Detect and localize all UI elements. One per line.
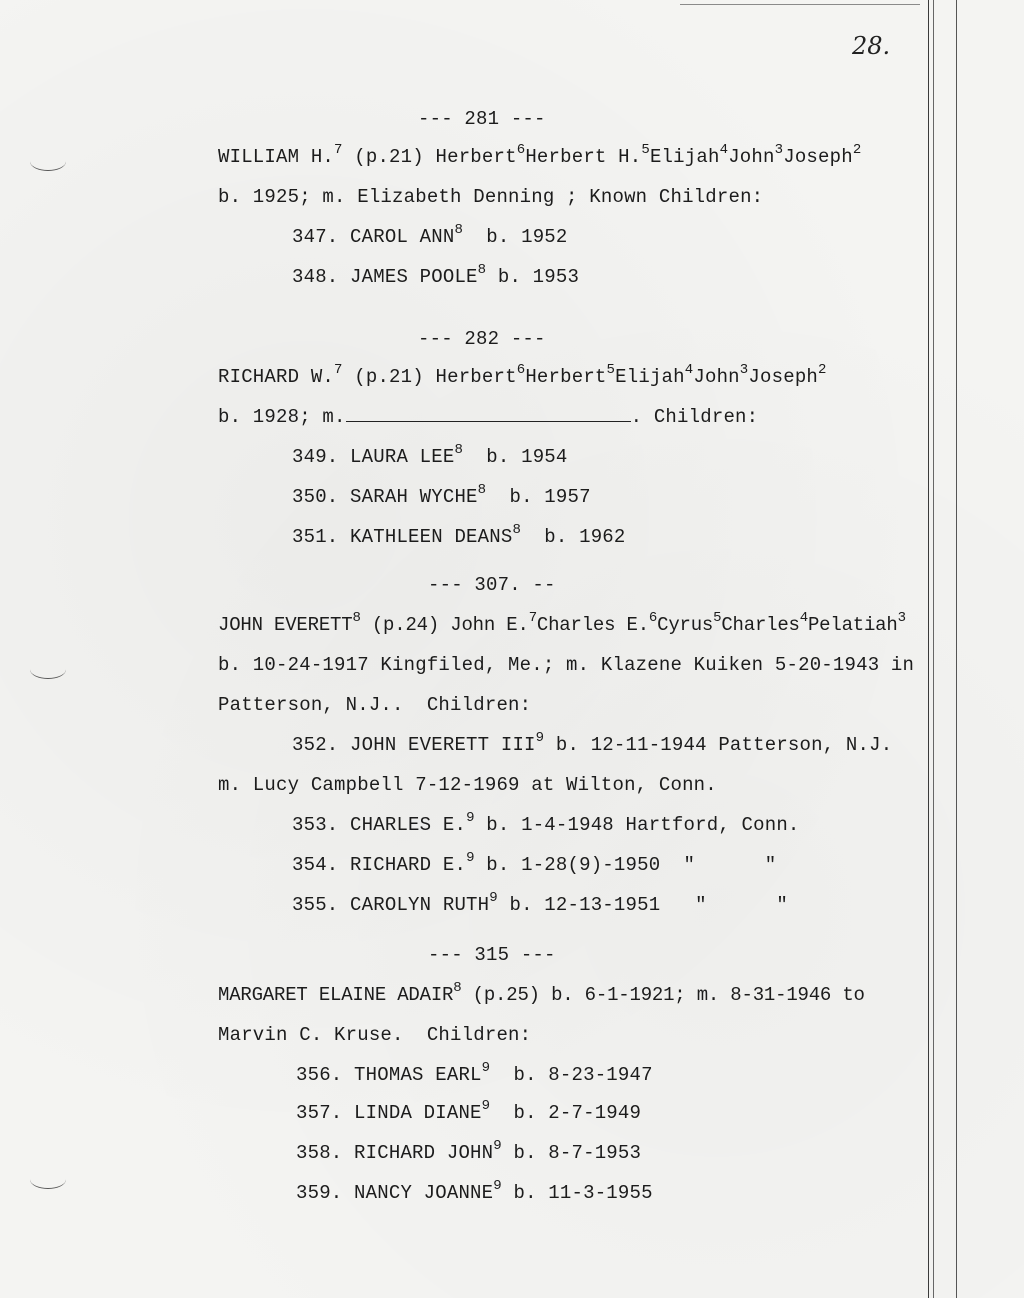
child-name: RICHARD JOHN bbox=[354, 1142, 494, 1164]
ancestor: Pelatiah bbox=[807, 614, 898, 636]
child-name: CAROL ANN bbox=[350, 226, 455, 248]
generation-number: 7 bbox=[334, 142, 343, 158]
section-heading: --- 315 --- bbox=[428, 944, 556, 966]
child-entry bbox=[292, 730, 893, 756]
child-number: 353. bbox=[292, 814, 339, 836]
child-entry bbox=[296, 1178, 653, 1204]
ancestor: Joseph bbox=[783, 146, 853, 168]
generation-number: 8 bbox=[477, 482, 487, 498]
child-entry bbox=[292, 522, 626, 548]
generation-number: 9 bbox=[466, 810, 475, 826]
child-birth: b. 12-11-1944 Patterson, N.J. bbox=[555, 734, 893, 756]
child-name: LAURA LEE bbox=[350, 446, 455, 468]
ancestor: Herbert bbox=[525, 366, 607, 388]
page-ref: (p.24) bbox=[371, 614, 440, 636]
generation-number: 6 bbox=[648, 610, 658, 626]
child-number: 351. bbox=[292, 526, 339, 548]
children-label: . Children: bbox=[630, 406, 759, 428]
birth-marriage-text: b. 1928; m. bbox=[218, 406, 346, 428]
binder-punch-mark bbox=[30, 152, 66, 171]
child-birth: b. 8-7-1953 bbox=[513, 1142, 642, 1164]
generation-number: 8 bbox=[454, 222, 464, 238]
child-entry bbox=[292, 262, 580, 288]
child-entry bbox=[296, 1138, 642, 1164]
child-birth: b. 12-13-1951 " " bbox=[509, 894, 788, 916]
child-entry bbox=[292, 482, 591, 508]
generation-number: 8 bbox=[454, 442, 464, 458]
spouse-line: Marvin C. Kruse. Children: bbox=[218, 1024, 532, 1046]
head-name: MARGARET ELAINE ADAIR bbox=[218, 984, 454, 1006]
generation-number: 2 bbox=[818, 362, 827, 378]
generation-number: 6 bbox=[516, 142, 526, 158]
section-heading: --- 281 --- bbox=[418, 108, 546, 130]
scan-margin-line bbox=[933, 0, 934, 1298]
child-birth: b. 1-4-1948 Hartford, Conn. bbox=[486, 814, 800, 836]
ancestor: Elijah bbox=[615, 366, 685, 388]
generation-number: 9 bbox=[466, 850, 475, 866]
birth-marriage-line bbox=[218, 406, 758, 428]
ancestor: Herbert bbox=[435, 146, 517, 168]
page-ref: (p.21) bbox=[354, 366, 424, 388]
child-number: 350. bbox=[292, 486, 339, 508]
ancestor: Herbert H. bbox=[525, 146, 642, 168]
ancestor: John E. bbox=[450, 614, 529, 636]
child-name: CHARLES E. bbox=[350, 814, 467, 836]
child-birth: b. 1954 bbox=[486, 446, 568, 468]
child-number: 355. bbox=[292, 894, 339, 916]
head-name: WILLIAM H. bbox=[218, 146, 335, 168]
generation-number: 6 bbox=[516, 362, 526, 378]
generation-number: 3 bbox=[774, 142, 784, 158]
child-number: 349. bbox=[292, 446, 339, 468]
child-entry bbox=[292, 850, 777, 876]
birth-marriage-line: b. 1925; m. Elizabeth Denning ; Known Children: bbox=[218, 186, 764, 208]
generation-number: 7 bbox=[334, 362, 343, 378]
generation-number: 5 bbox=[713, 610, 722, 626]
blank-spouse-line bbox=[346, 407, 631, 422]
child-name: SARAH WYCHE bbox=[350, 486, 478, 508]
generation-number: 3 bbox=[897, 610, 906, 626]
page-ref: (p.25) bbox=[472, 984, 540, 1006]
child-name: THOMAS EARL bbox=[354, 1064, 482, 1086]
generation-number: 3 bbox=[739, 362, 749, 378]
child-number: 356. bbox=[296, 1064, 343, 1086]
generation-number: 4 bbox=[684, 362, 694, 378]
child-name: CAROLYN RUTH bbox=[350, 894, 490, 916]
ancestor: John bbox=[693, 366, 740, 388]
generation-number: 5 bbox=[641, 142, 650, 158]
generation-number: 9 bbox=[535, 730, 545, 746]
child-number: 352. bbox=[292, 734, 339, 756]
child-entry bbox=[292, 810, 800, 836]
generation-number: 9 bbox=[489, 890, 498, 906]
generation-number: 8 bbox=[512, 522, 522, 538]
child-entry bbox=[296, 1098, 642, 1124]
generation-number: 9 bbox=[481, 1060, 491, 1076]
scan-margin-line bbox=[928, 0, 929, 1298]
section-heading: --- 282 --- bbox=[418, 328, 546, 350]
ancestor: John bbox=[728, 146, 775, 168]
generation-number: 8 bbox=[352, 610, 361, 626]
child-entry bbox=[296, 1060, 653, 1086]
family-head-line bbox=[218, 610, 906, 636]
family-head-line bbox=[218, 142, 862, 168]
child-number: 347. bbox=[292, 226, 339, 248]
child-entry bbox=[292, 442, 568, 468]
ancestor: Cyrus bbox=[657, 614, 714, 636]
ancestor: Charles bbox=[721, 614, 800, 636]
child-birth: b. 1-28(9)-1950 " " bbox=[486, 854, 777, 876]
child-birth: b. 1952 bbox=[486, 226, 568, 248]
ancestor: Joseph bbox=[748, 366, 819, 388]
section-heading: --- 307. -- bbox=[428, 574, 556, 596]
child-name: NANCY JOANNE bbox=[354, 1182, 494, 1204]
generation-number: 5 bbox=[606, 362, 616, 378]
generation-number: 7 bbox=[528, 610, 537, 626]
child-entry bbox=[292, 222, 568, 248]
ancestor: Herbert bbox=[435, 366, 517, 388]
child-number: 354. bbox=[292, 854, 339, 876]
child-birth: b. 1957 bbox=[509, 486, 591, 508]
generation-number: 9 bbox=[481, 1098, 491, 1114]
child-birth: b. 1962 bbox=[544, 526, 626, 548]
child-name: KATHLEEN DEANS bbox=[350, 526, 513, 548]
generation-number: 9 bbox=[493, 1138, 502, 1154]
child-birth: b. 2-7-1949 bbox=[513, 1102, 642, 1124]
page-ref: (p.21) bbox=[354, 146, 424, 168]
generation-number: 8 bbox=[477, 262, 487, 278]
child-name: JOHN EVERETT III bbox=[350, 734, 536, 756]
ancestor: Charles E. bbox=[536, 614, 649, 636]
scan-margin-line bbox=[956, 0, 957, 1298]
child-number: 359. bbox=[296, 1182, 343, 1204]
head-name: RICHARD W. bbox=[218, 366, 335, 388]
child-entry bbox=[292, 890, 788, 916]
generation-number: 2 bbox=[852, 142, 862, 158]
family-head-line bbox=[218, 362, 827, 388]
ancestor: Elijah bbox=[649, 146, 720, 168]
generation-number: 4 bbox=[799, 610, 808, 626]
page-number: 28. bbox=[852, 32, 891, 60]
birth-marriage-text: b. 6-1-1921; m. 8-31-1946 to bbox=[551, 984, 865, 1006]
child-marriage-line: m. Lucy Campbell 7-12-1969 at Wilton, Conn. bbox=[218, 774, 717, 796]
generation-number: 8 bbox=[453, 980, 462, 996]
child-birth: b. 1953 bbox=[497, 266, 580, 288]
child-birth: b. 11-3-1955 bbox=[513, 1182, 653, 1204]
child-number: 358. bbox=[296, 1142, 343, 1164]
generation-number: 4 bbox=[719, 142, 729, 158]
scan-edge-line bbox=[680, 4, 920, 5]
birth-marriage-line: b. 10-24-1917 Kingfiled, Me.; m. Klazene Kuiken 5-20-1943 in bbox=[218, 654, 915, 676]
binder-punch-mark bbox=[30, 1170, 66, 1189]
child-number: 357. bbox=[296, 1102, 343, 1124]
child-name: JAMES POOLE bbox=[350, 266, 478, 288]
child-name: LINDA DIANE bbox=[354, 1102, 482, 1124]
family-head-line bbox=[218, 980, 865, 1006]
head-name: JOHN EVERETT bbox=[218, 614, 353, 636]
binder-punch-mark bbox=[30, 660, 66, 679]
generation-number: 9 bbox=[493, 1178, 502, 1194]
child-name: RICHARD E. bbox=[350, 854, 467, 876]
residence-line: Patterson, N.J.. Children: bbox=[218, 694, 532, 716]
child-birth: b. 8-23-1947 bbox=[513, 1064, 653, 1086]
child-number: 348. bbox=[292, 266, 339, 288]
